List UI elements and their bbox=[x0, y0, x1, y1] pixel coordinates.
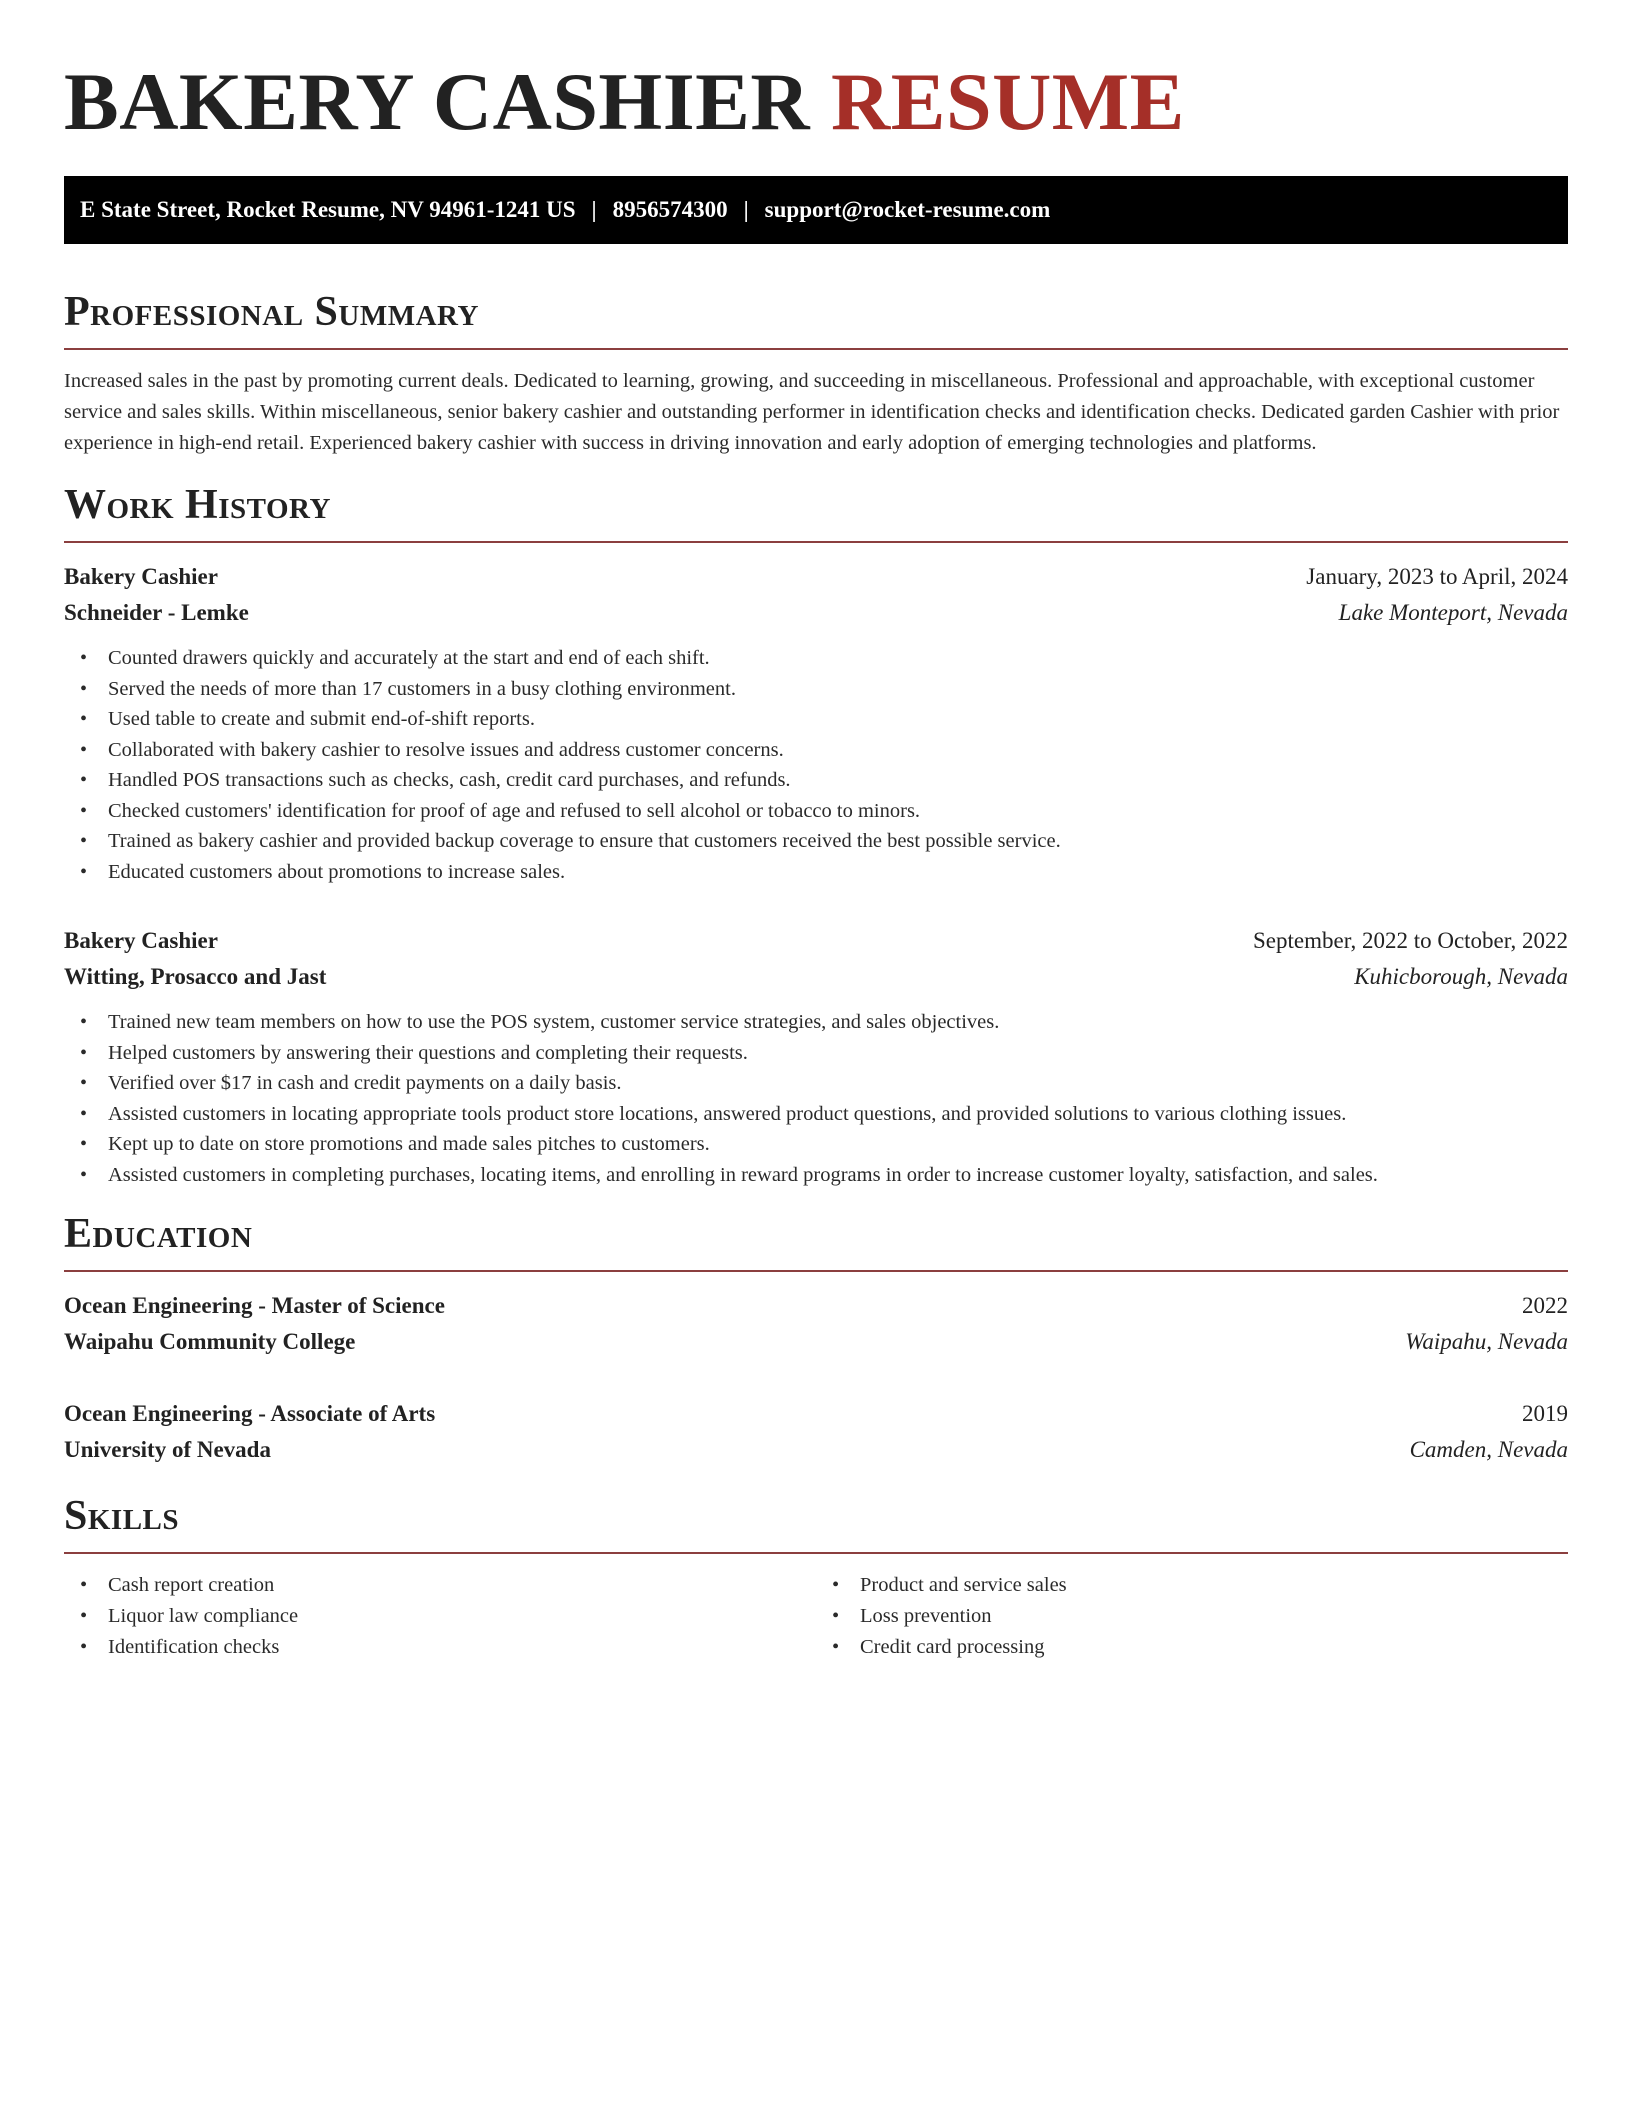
work-history-section bbox=[64, 479, 1568, 1190]
education-school-row bbox=[64, 1432, 1568, 1468]
job-bullets bbox=[64, 1007, 1568, 1190]
bullet-icon: • bbox=[80, 1636, 88, 1658]
job-company: Schneider - Lemke bbox=[64, 600, 249, 625]
job-bullet bbox=[64, 1007, 1568, 1038]
skill-item bbox=[64, 1601, 816, 1632]
education-degree-row bbox=[64, 1288, 1568, 1324]
job-bullet bbox=[64, 1129, 1568, 1160]
job-company-row bbox=[64, 595, 1568, 631]
job-bullet-text: Assisted customers in completing purchases, locating items, and enrolling in reward programs in order to increase customer loyalty, satisfaction, and sales. bbox=[108, 1163, 1378, 1186]
education-year: 2019 bbox=[1522, 1401, 1568, 1426]
education-degree: Ocean Engineering - Associate of Arts bbox=[64, 1401, 436, 1426]
skills-column-right bbox=[816, 1570, 1568, 1663]
job-bullet bbox=[64, 1068, 1568, 1099]
bullet-icon: • bbox=[80, 738, 88, 761]
skills-heading: Skills bbox=[64, 1490, 1568, 1554]
education-section bbox=[64, 1208, 1568, 1468]
job-title: Bakery Cashier bbox=[64, 564, 218, 589]
bullet-icon: • bbox=[80, 1011, 88, 1033]
job-dates: September, 2022 to October, 2022 bbox=[1253, 928, 1568, 953]
job-bullet bbox=[64, 704, 1568, 735]
job-entry bbox=[64, 559, 1568, 887]
education-year: 2022 bbox=[1522, 1293, 1568, 1318]
work-history-heading: Work History bbox=[64, 479, 1568, 543]
contact-separator: | bbox=[743, 197, 749, 222]
skills-section bbox=[64, 1490, 1568, 1663]
skill-item bbox=[64, 1632, 816, 1663]
bullet-icon: • bbox=[80, 677, 88, 700]
job-bullet bbox=[64, 765, 1568, 796]
bullet-icon: • bbox=[80, 769, 88, 791]
contact-bar bbox=[64, 176, 1568, 244]
job-bullet bbox=[64, 674, 1568, 705]
contact-separator: | bbox=[591, 197, 597, 222]
job-bullet-text: Assisted customers in locating appropriate tools product store locations, answered product questions, and provided solutions to various clothing issues. bbox=[108, 1102, 1347, 1125]
education-entry bbox=[64, 1288, 1568, 1360]
bullet-icon: • bbox=[832, 1605, 840, 1627]
skill-text: Identification checks bbox=[108, 1636, 280, 1658]
summary-heading: Professional Summary bbox=[64, 286, 1568, 350]
education-location: Camden, Nevada bbox=[1409, 1437, 1568, 1462]
bullet-icon: • bbox=[80, 1163, 88, 1186]
education-school: University of Nevada bbox=[64, 1437, 271, 1462]
job-bullet-text: Served the needs of more than 17 customers in a busy clothing environment. bbox=[108, 677, 736, 700]
job-bullet-text: Kept up to date on store promotions and made sales pitches to customers. bbox=[108, 1133, 710, 1155]
skill-item bbox=[64, 1570, 816, 1601]
bullet-icon: • bbox=[80, 860, 88, 883]
job-bullet-text: Used table to create and submit end-of-shift reports. bbox=[108, 708, 535, 730]
job-bullet-text: Educated customers about promotions to increase sales. bbox=[108, 860, 566, 883]
bullet-icon: • bbox=[80, 1133, 88, 1155]
resume-title bbox=[64, 52, 1568, 152]
job-company-row bbox=[64, 959, 1568, 995]
skill-item bbox=[816, 1570, 1568, 1601]
education-school: Waipahu Community College bbox=[64, 1329, 356, 1354]
skill-text: Product and service sales bbox=[860, 1574, 1067, 1596]
job-bullet bbox=[64, 826, 1568, 857]
bullet-icon: • bbox=[832, 1636, 840, 1658]
job-bullet-text: Trained new team members on how to use the POS system, customer service strategies, and sales objectives. bbox=[108, 1011, 1000, 1033]
bullet-icon: • bbox=[832, 1574, 840, 1596]
bullet-icon: • bbox=[80, 1102, 88, 1125]
bullet-icon: • bbox=[80, 830, 88, 852]
skill-item bbox=[816, 1632, 1568, 1663]
bullet-icon: • bbox=[80, 1072, 88, 1094]
education-location: Waipahu, Nevada bbox=[1405, 1329, 1568, 1354]
skill-text: Liquor law compliance bbox=[108, 1605, 299, 1627]
education-degree: Ocean Engineering - Master of Science bbox=[64, 1293, 445, 1318]
job-bullets bbox=[64, 643, 1568, 887]
job-bullet-text: Counted drawers quickly and accurately at the start and end of each shift. bbox=[108, 647, 710, 669]
job-location: Kuhicborough, Nevada bbox=[1354, 964, 1568, 989]
bullet-icon: • bbox=[80, 799, 88, 822]
skills-column-left bbox=[64, 1570, 816, 1663]
contact-email: support@rocket-resume.com bbox=[764, 197, 1051, 222]
contact-address: E State Street, Rocket Resume, NV 94961-1241 US bbox=[80, 197, 576, 222]
education-school-row bbox=[64, 1324, 1568, 1360]
education-entry bbox=[64, 1396, 1568, 1468]
title-main: BAKERY CASHIER bbox=[64, 56, 811, 147]
contact-phone: 8956574300 bbox=[612, 197, 728, 222]
job-company: Witting, Prosacco and Jast bbox=[64, 964, 327, 989]
job-bullet-text: Handled POS transactions such as checks, cash, credit card purchases, and refunds. bbox=[108, 769, 791, 791]
skill-item bbox=[816, 1601, 1568, 1632]
skills-grid bbox=[64, 1570, 1568, 1663]
job-bullet bbox=[64, 1038, 1568, 1069]
summary-text: Increased sales in the past by promoting current deals. Dedicated to learning, growing, and succeeding in miscellaneous. Professional and approachable, with exceptional customer service and sales skills. Within miscellaneous, senior bakery cashier and outstanding performer in identification checks and identification checks. Dedicated garden Cashier with prior experience in high-end retail. Experienced bakery cashier with success in driving innovation and early adoption of emerging technologies and platforms. bbox=[64, 370, 1560, 454]
bullet-icon: • bbox=[80, 647, 88, 669]
job-bullet-text: Verified over $17 in cash and credit payments on a daily basis. bbox=[108, 1072, 622, 1094]
job-bullet bbox=[64, 1099, 1568, 1130]
bullet-icon: • bbox=[80, 708, 88, 730]
job-title: Bakery Cashier bbox=[64, 928, 218, 953]
skill-text: Credit card processing bbox=[860, 1636, 1045, 1658]
bullet-icon: • bbox=[80, 1574, 88, 1596]
education-heading: Education bbox=[64, 1208, 1568, 1272]
job-bullet bbox=[64, 735, 1568, 766]
job-title-row bbox=[64, 559, 1568, 595]
title-accent: RESUME bbox=[831, 56, 1185, 147]
job-bullet bbox=[64, 1160, 1568, 1191]
job-dates: January, 2023 to April, 2024 bbox=[1306, 564, 1568, 589]
skill-text: Cash report creation bbox=[108, 1574, 275, 1596]
job-entry bbox=[64, 923, 1568, 1190]
job-bullet-text: Checked customers' identification for proof of age and refused to sell alcohol or tobacco to minors. bbox=[108, 799, 921, 822]
job-bullet-text: Collaborated with bakery cashier to resolve issues and address customer concerns. bbox=[108, 738, 784, 761]
job-bullet bbox=[64, 857, 1568, 888]
job-location: Lake Monteport, Nevada bbox=[1338, 600, 1568, 625]
job-bullet bbox=[64, 796, 1568, 827]
job-title-row bbox=[64, 923, 1568, 959]
bullet-icon: • bbox=[80, 1605, 88, 1627]
education-degree-row bbox=[64, 1396, 1568, 1432]
job-bullet bbox=[64, 643, 1568, 674]
skill-text: Loss prevention bbox=[860, 1605, 992, 1627]
summary-section bbox=[64, 286, 1568, 459]
job-bullet-text: Helped customers by answering their questions and completing their requests. bbox=[108, 1041, 748, 1064]
job-bullet-text: Trained as bakery cashier and provided backup coverage to ensure that customers received the best possible service. bbox=[108, 830, 1061, 852]
bullet-icon: • bbox=[80, 1041, 88, 1064]
